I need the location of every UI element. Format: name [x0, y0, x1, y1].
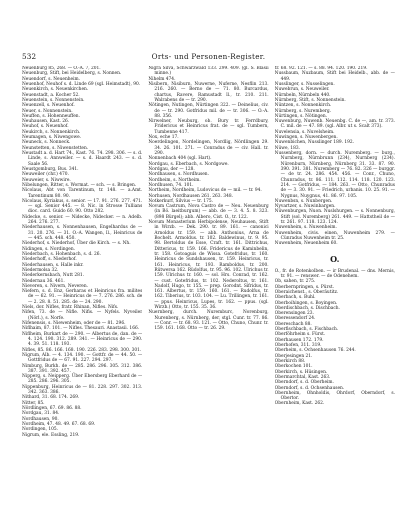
register-entry: Nuwenbichen, Nusslinger 189. 192.: [274, 140, 355, 146]
register-entry: Niederhoff, s. Niederhof.: [22, 257, 77, 263]
register-column-1: [22, 66, 142, 496]
register-entry: Niedermolsa 32.: [22, 267, 59, 273]
register-entry: Niederhof, s. Niederhof, Über die Kirch. — s. Nh.: [22, 241, 131, 247]
register-entry: Nüwenburgen, Nuon. Nuslshurgen. — s. Nonnenburg, Stift (sol. Nuremberg) 261. 449. — Hattstheil de — tr. 261. 97. 118. 123. 124.: [274, 209, 395, 226]
register-entry: Nicolaus, Abt von Tarentinum, tr. 148. — a.Amt. Tarentinum 80. 90.: [22, 188, 143, 199]
register-entry: Nuwenheim, civis. einen, Nuwenheim 279. — Cünradus Nuwenheim tr. 25.: [274, 230, 395, 241]
register-entry: Nonnenbach 404 (sgl. Hart).: [148, 156, 212, 162]
register-entry: Notkerkurf, Silvius — tr. 175.: [148, 198, 213, 204]
register-entry: Nürnbeln, Nürnbeln 440.: [274, 92, 331, 98]
register-entry: Nicolaus, Kyriakus, s. senior. — 17. 91. 276. 277. 471. — sgl. Senior 445. — 8. Nic. in Strosse Tullians dioc. card. Guido 60. 90. Otto 282.: [22, 198, 143, 215]
section-heading: O.: [330, 253, 340, 264]
register-entry: Neuenhof, Neuhof s. d. Linde 69 (sgl. Heimstadt), 90.: [22, 81, 141, 87]
register-entry: Nithard, 31. 68. 174. 269.: [22, 395, 80, 401]
register-entry: Obereschach 88.: [274, 321, 312, 327]
register-entry: Nuwingen, s. Nuwenbergen.: [274, 135, 338, 141]
register-entry: Niefern, s. d. Enz, Gerharas et Heinricus fra. milites de — 62. 91. — Heinricus de — 7. 276. 286. sch. de — 2. 28. 8. 51. 285. de — 24. 290.: [22, 289, 143, 305]
register-entry: Oberkirch, s. Hüsingen.: [274, 369, 328, 375]
register-entry: Obernheim, Kast. 262.: [274, 401, 325, 407]
register-entry: Nuernberg, durch. Nuremburc, Norenburg, Nurenberg, s. Nürnberg, der, stgl. Cunr. tr. 77. 86. — Conr. — tr. 68. 93. 121. — Otto, Chuno, Chunr. tr. 159. 161. 168. Otto — tr. 26. 29.: [148, 310, 269, 332]
register-entry: Oberaichenst., s. Oberäutitz.: [274, 289, 339, 295]
register-columns: [22, 66, 395, 496]
register-entry: O., fr. de Rotenkolben. — ir Brudenal. — dns. Mernis, tr. 91. — renswer. — de Odenehem.: [274, 268, 395, 279]
register-entry: Nordheim, 47. 48. 49. 67. 68. 69.: [22, 421, 96, 427]
register-entry: Oberndorf, s. d. Oberheim.: [274, 380, 334, 386]
register-column-2: [148, 66, 268, 496]
register-entry: Neuer, s. Nonnenstein.: [22, 108, 73, 114]
register-entry: Oberbach, s. Buhl.: [274, 295, 316, 301]
register-entry: Niflhaim, 87. 101. — Nifles. Thesauri. Anastasii. 166.: [22, 326, 140, 332]
register-entry: Neuenstadt, a. Kocher 52.: [22, 92, 80, 98]
register-entry: Oberkirch 88.: [274, 358, 306, 364]
register-entry: Neuenzell, s. Neuenhof.: [22, 103, 75, 109]
register-entry: Ob, sahen, tr. 275.: [274, 279, 316, 285]
register-entry: Oberhausen 172. 179.: [274, 337, 324, 343]
register-entry: Northeim, Nordheim, Ludovicus de — mil. — tr. 94.: [148, 188, 262, 194]
register-entry: Neuweiler (chr.) 470.: [22, 172, 69, 178]
register-column-3: [275, 66, 395, 496]
register-entry: Obernheim, Ohnholdis, Ohrdorf, Oberndorf, s. Obertor.: [274, 390, 395, 402]
register-entry: Neukirch, s. Nonnenkirch.: [22, 129, 81, 135]
page-title: Orts- und Personen-Register.: [151, 52, 266, 61]
register-entry: Nötingen, Nutingen, Nürtingen 322. — Deinelius, civ. de — tr. 290. Gotfridus mil. de — tr. 306. — O.-A. 88. 356.: [148, 103, 269, 119]
register-entry: Nippenburg, Heinricus de — 81. 228. 297. 302. 313. 342. 363. 386.: [22, 384, 143, 396]
register-entry: Neunstetten, s. Niwenstetten.: [22, 145, 89, 151]
register-entry: Nuwenheim, Neuenheim 60.: [274, 241, 338, 247]
register-entry: Oberjesingen 21.: [274, 353, 313, 359]
register-entry: Nigrum, ele. Essling, 219.: [22, 432, 80, 438]
register-entry: Nürnberg, s. Nuremberg.: [274, 108, 332, 114]
register-entry: Nuwenbsn, s. Nunbergen.: [274, 198, 333, 204]
register-entry: Nihelm 474.: [148, 76, 176, 82]
register-entry: Niederhausen, s. Nonnenhausen, Engelhardus de — 31. 20. 276. — 31. O.-A. Wangen, ll., Heinricus de — 445. sch. 448. 450.: [22, 225, 143, 241]
register-entry: Nordhausen, s. Nordhusen.: [148, 172, 209, 178]
register-entry: Nieveren, s. Nivern, Neveren.: [22, 283, 89, 289]
register-entry: Neustgomburg, Bus. 341.: [22, 166, 79, 172]
register-entry: Nox, eche 17.: [148, 135, 179, 141]
register-entry: Oberkochen 101.: [274, 364, 313, 370]
register-entry: Neuenbürg 85, 268. — O.-A. 7, 201.: [22, 66, 101, 71]
register-entry: Neuenburg, Stift, bei Heidelberg, s. Nonnen.: [22, 71, 122, 77]
register-entry: Nifles, 85. 86. 166. 168. 190. 226. 283. 298. 300. 301.: [22, 347, 142, 353]
register-entry: Nigrum, Alb. — 4. 134. 190. — Gottfr. de — 44. 50. — Gottfridus de — 67. 91. 227. 294. 297.: [22, 352, 143, 364]
register-entry: Neuenstein, s. Nonnenstein.: [22, 97, 85, 103]
register-entry: Nürtingen, s. Nötingen.: [274, 113, 328, 119]
register-entry: Nüwe, 183.: [274, 145, 300, 151]
register-entry: tr. 68. 92. 121. — s. 88. 94. 120. 190. 219.: [274, 66, 368, 71]
register-entry: Niels, dor. Nifles, fratr. Rhinan, Nifles. Nifs.: [22, 305, 119, 311]
register-entry: Nordhusen, 74. 101.: [148, 182, 194, 188]
register-entry: Nussbaum, Nuzbaum, Stift bei Heidelb., abb. de — 449.: [274, 71, 395, 82]
register-entry: Novum Castrum, Nova Castro de — Neu. Neuenburg (in Bö. laeitburgum) — abb. de — 3. 4. 5. 8. 323. (898 Bürgel); abb. Albero, Cist. O., tr. 122.: [148, 204, 269, 220]
register-entry: Neuneck, s. Nonneck.: [22, 140, 71, 146]
register-entry: Oberessendorf 24.: [274, 316, 316, 322]
register-entry: Nordhausen, 90.: [22, 416, 59, 422]
register-entry: Obermarchtal, Kast. 263.: [274, 374, 331, 380]
register-entry: Neustadt a. d. Hart 74., Kast. 76. 74. 298. 306. — s. d. Linde, s. Annweiler. — s. d. Haardt 243. — s. d. Saale 56.: [22, 151, 143, 167]
register-entry: Nuvelensia, s. Nuvelsheim.: [274, 129, 335, 135]
register-entry: Nyvartzer, s. Nuwinbargen.: [274, 204, 336, 210]
page-number: 532: [22, 52, 37, 61]
register-entry: Nuwebrun, s. Neuweiler.: [274, 87, 330, 93]
register-entry: Nifenensis, s. Niewenheim, oder de — 81. 296.: [22, 321, 126, 326]
register-entry: Oberbernpringen, s. Pürst.: [274, 284, 334, 290]
register-entry: Nüntzen, s. Nonnenkirch.: [274, 103, 332, 109]
register-entry: Nordingen, 105.: [22, 427, 59, 433]
register-entry: Nipperg, s. Neipperg. Über Ebersberg Eberhard de — 285. 286. 296. 305.: [22, 374, 143, 385]
register-entry: Oberfischbach, s. Fischbach.: [274, 327, 339, 333]
register-entry: Niederbach, s. Hohenbach, s. d. 26.: [22, 251, 101, 257]
register-entry: Oberensingen 23.: [274, 311, 314, 317]
register-entry: Neuhausen, Kast. 26.: [22, 119, 70, 125]
register-entry: Novum Monasterium Herbipolense, Neuhausen, Stift in Wirzb. — Dek. 290. tr. 89. 161. — canonici Arnoldus tr. 159. — abb. Anthonius, Arna de Bochelt. Armoldus. tr. 102. Baldewinus, tr. 9. 95. 98. Bertoldus de Esse, Craft. tr. 161. Dittrichus, Dittericus, tr. 159. 166. Fridericus de Kaminbelin, tr. 158. Gotoaguis de Wissa. Gotefridus, tr. 160. Heinricus de Sundshausen, tr. 159. Heinricus, tr. 161. Heinricus, tr. 193. Ramboldus, tr. 200. Rütwersa 162. Rüdolfus, tr. 95. 96. 102. Ulrichus tr. 159. Ulrichus tr. 160. — sol. Hrs. Conrad, tr. 162. — cust. Gotefridus, tr. 102. Nederoltus, tr. 161. Nadolf, Hugo, tr. 155. — prep. Gorodnt. Sifridus, tr. 161. Albertus, tr. 159. 160. 161. — Rudolfus, tr. 162. Tiberius, tr. 103. 104. — Lu. Trillingen, tr. 161. — ppus. Heinricus, Lupes, tr. 162. — ppus. (sgl. Wirzb.) Otto, tr. 155. 35. 36.: [148, 220, 269, 311]
register-entry: Oberföhrheim s. Fürst.: [274, 332, 326, 338]
register-entry: Neuenkirch, s. Neuenkirchen.: [22, 87, 89, 93]
register-entry: Oberdischbach, s. Dischbach.: [274, 305, 340, 311]
register-entry: Nuwenburg, Nuwenb. Neuenbg. C. de —, am. tr. 373. C. mil. de — 47. 89. (sgl. Albr. ut s. Scalt 373).: [274, 119, 395, 130]
register-entry: Nordheim, s. Northeim.: [148, 177, 201, 183]
register-entry: Nidingen, s. Nordingen.: [22, 246, 76, 252]
register-entry: Niflheim, Burkart de — 290. — Albertus de, dan. de — 4. 124. 190. 312. 289. 341. — Heinricus de — 290. 4. 39. 51. 118. 193.: [22, 331, 143, 348]
register-entry: Neuffen, s. Hohenneuffen.: [22, 113, 80, 119]
register-entry: Nidecke, s. senior. — Nidecke, Nidecker. — n. Adelb. 264. 276. 277.: [22, 214, 143, 226]
register-entry: Niedernau 36. 461.: [22, 278, 65, 284]
register-entry: Nigra Silva, Schwarzwald 133. 299. 409. (gl. S. Blasii minne.): [148, 66, 269, 77]
register-entry: Nussenberg, dorn. — durch. Nuremberg. — burg., Nurnberg, Nürnbrunn (234), Nurnberg (234). Nürenburn, Nürnberg, Nürnberg 31. 33. 87. 90. 390. 391. 381. Nuremberg — 76. 82. 326 — burggr. — de tr. 24. 286. 454. 456. — Conr., Chuno, Chunradus, tr. 86. 111. 112. 114. 118. 120. 123. 214. — Gotfridus, — 184. 263. — Otto, Chunradus de — 3. 30. 91. — Friedrich, urbanis. 10. 25. 91. — Nygnus, Nuygnus, 41. 86. 97. 105.: [274, 151, 395, 199]
register-entry: Neuweier, s. Niwwire.: [22, 177, 71, 183]
register-entry: Oberheim, s. Ochsenhausen 76. 244.: [274, 348, 356, 354]
register-entry: Nibelungen, Ritter, s. Wormat. — sch. — s. Bringen.: [22, 182, 137, 188]
register-entry: Neuendorf, s. Neuenheim.: [22, 76, 81, 82]
register-entry: Niederhausen, s. Halle inkr.: [22, 262, 84, 268]
register-entry: Oberboihingen, s. Boyingen.: [274, 300, 338, 306]
register-entry: Nisibern, Nisiburn, Nuwerne, Nuferne, Nesflin 213. 216. 260. — Berno de — 71. 80. Burcardus, chartus, Ravere, Ramustadt ll., tr. 210. 211. Walrabens de — tr. 290.: [148, 81, 269, 103]
page-header: [22, 52, 395, 62]
register-entry: Norhusen, Nordhausen 261. 263. 348.: [148, 193, 233, 199]
register-entry: Nimburg, Burkh. de — 285. 286. 296. 305. 312. 386. 387. 391. 392. 457.: [22, 363, 143, 374]
register-entry: Nusslinger, s. Nusselingen.: [274, 81, 335, 87]
register-entry: Oberhofen, 311. 319.: [274, 343, 322, 348]
register-entry: Nordgau, 31. 84.: [22, 411, 60, 417]
register-entry: Neuhof, s. Neuenhof.: [22, 124, 69, 130]
register-entry: Oberndorf, s. d. Ochsenhausen.: [274, 385, 345, 391]
register-entry: Nitter, 85.: [22, 400, 45, 406]
register-entry: Noerdelingen, Nordelingen, Nordlig, Nördlingen 29. 34. 26. 101. 271. — Conradus de — civ. Hall. tr. 290.: [148, 140, 269, 156]
register-entry: Nördlingen, 67. 69. 86. 88.: [22, 406, 82, 411]
register-entry: Nirwelner, Neuburg, ob. Bury tr. Ferrdbury, Fridericus et Heinricus frat. de — sgl. Tumbern, Tumbenne 417.: [148, 119, 269, 135]
register-entry: Niederkernsbach, Nutt 281.: [22, 273, 84, 279]
register-entry: Neumagen, s. Niwengowe.: [22, 135, 82, 141]
register-entry: Nürnberg, Stift, s. Nonnenstein.: [274, 97, 346, 103]
register-entry: Nordgau, s. Eberbach, s. Nordgowe.: [148, 161, 229, 167]
register-entry: Nuwenheim, s. Nuwenheim.: [274, 225, 337, 231]
register-entry: Nifen, 73. de — Nifle. Nifis. — Nyfels. Nyveiler (Nörl.), s. Norfe.: [22, 310, 143, 321]
register-entry: Nordgau, der — 128.: [148, 166, 195, 172]
